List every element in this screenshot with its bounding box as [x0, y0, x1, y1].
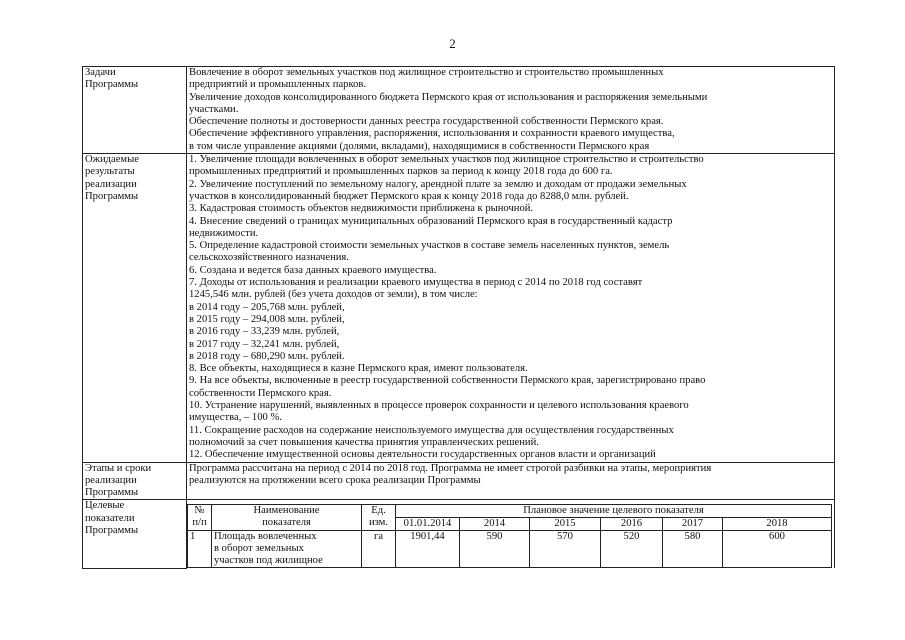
row-value: 1901,44 [396, 531, 460, 568]
row-name: Площадь вовлеченных в оборот земельных участков под жилищное [212, 531, 362, 568]
page-number: 2 [449, 36, 456, 51]
year-col: 2018 [723, 518, 832, 531]
row-num: 1 [188, 531, 212, 568]
targets-label: Целевые показатели Программы [83, 500, 187, 569]
year-col: 2016 [601, 518, 663, 531]
stages-text: Программа рассчитана на период с 2014 по 2018 год. Программа не имеет строгой разбивки на этапы, мероприятия реализуются на протяжении всего срока реализации Программы [187, 462, 835, 500]
row-value: 590 [460, 531, 530, 568]
year-col: 2015 [530, 518, 601, 531]
row-tasks [83, 67, 835, 154]
year-col: 01.01.2014 [396, 518, 460, 531]
row-value: 520 [601, 531, 663, 568]
tasks-text: Вовлечение в оборот земельных участков под жилищное строительство и строительство промышленных предприятий и промышленных парков. Увеличение доходов консолидированного бюджета Пермского края от использования и распоряжения земельными участками. Обеспечение полноты и достоверности данных реестра государственной собственности Пермского края. Обеспечение эффективного управления, распоряжения, использования и сохранности краевого имущества, в том числе управление акциями (долями, вкладами), находящимися в собственности Пермского края [187, 67, 835, 154]
year-col: 2014 [460, 518, 530, 531]
row-stages [83, 462, 835, 500]
year-col: 2017 [663, 518, 723, 531]
targets-header-row [188, 505, 832, 518]
head-num: № п/п [188, 505, 212, 531]
table-row [188, 531, 832, 568]
results-text: 1. Увеличение площади вовлеченных в оборот земельных участков под жилищное строительство и строительство промышленных предприятий и промышленных парков за период к концу 2018 года до 600 га. 2. Увеличение поступлений по земельному налогу, арендной плате за землю и доходам от продажи земельных участков в консолидированный бюджет Пермского края к концу 2018 года до 8288,0 млн. рублей. 3. Кадастровая стоимость объектов недвижимости приближена к рыночной. 4. Внесение сведений о границах муниципальных образований Пермского края в государственный кадастр недвижимости. 5. Определение кадастровой стоимости земельных участков в составе земель населенных пунктов, земель сельскохозяйственного назначения. 6. Создана и ведется база данных краевого имущества. 7. Доходы от использования и реализации краевого имущества в период с 2014 по 2018 год составят 1245,546 млн. рублей (без учета доходов от земли), в том числе: в 2014 году – 205,768 млн. рублей, в 2015 году – 294,008 млн. рублей, в 2016 году – 33,239 млн. рублей, в 2017 году – 32,241 млн. рублей, в 2018 году – 680,290 млн. рублей. 8. Все объекты, находящиеся в казне Пермского края, имеют пользователя. 9. На все объекты, включенные в реестр государственной собственности Пермского края, зарегистрировано право собственности Пермского края. 10. Устранение нарушений, выявленных в процессе проверок сохранности и целевого использования краевого имущества, – 100 %. 11. Сокращение расходов на содержание неиспользуемого имущества для осуществления государственных полномочий за счет повышения качества принятия управленческих решений. 12. Обеспечение имущественной основы деятельности государственных органов власти и организаций [187, 154, 835, 462]
head-name: Наименование показателя [212, 505, 362, 531]
row-unit: га [362, 531, 396, 568]
targets-cell [187, 500, 835, 569]
results-label: Ожидаемые результаты реализации Программы [83, 154, 187, 462]
passport-table [82, 66, 835, 569]
row-value: 600 [723, 531, 832, 568]
targets-table [187, 504, 832, 568]
row-targets [83, 500, 835, 569]
row-value: 570 [530, 531, 601, 568]
row-value: 580 [663, 531, 723, 568]
stages-label: Этапы и сроки реализации Программы [83, 462, 187, 500]
head-unit: Ед. изм. [362, 505, 396, 531]
tasks-label: Задачи Программы [83, 67, 187, 154]
row-results [83, 154, 835, 462]
head-plan: Плановое значение целевого показателя [396, 505, 832, 518]
